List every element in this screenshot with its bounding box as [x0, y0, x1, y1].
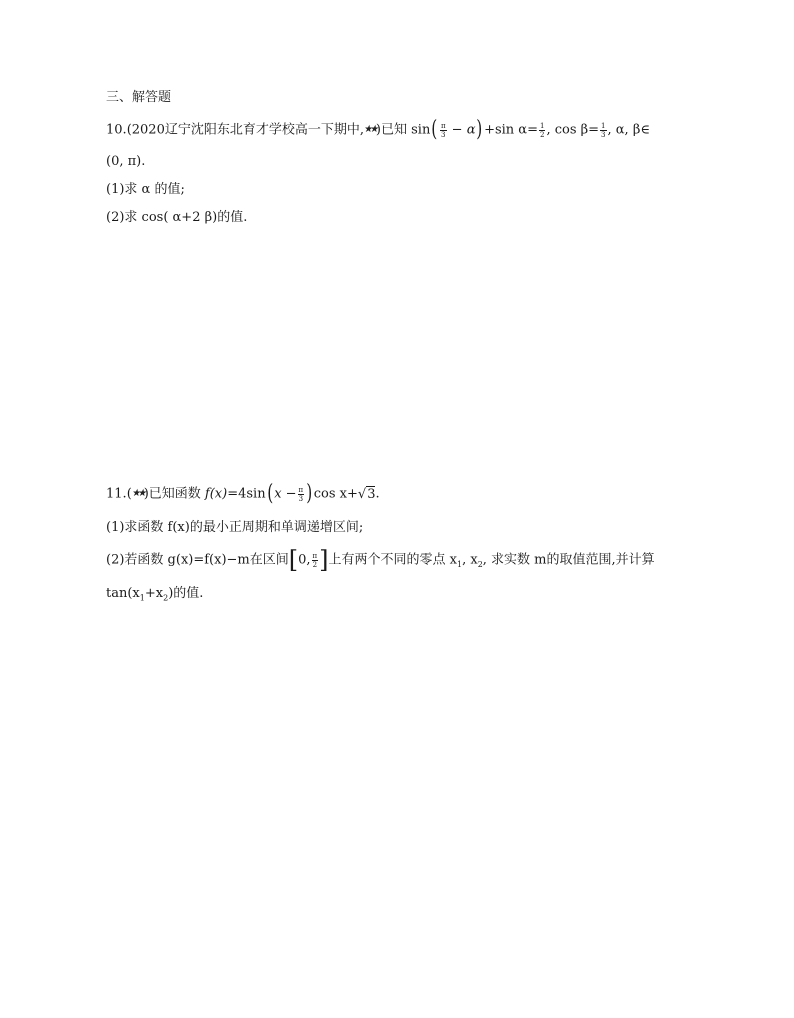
question-11-stem: 11.(★★)已知函数 f(x)=4sin(x − $\frac{\pi}{3}$ )cos x+√3.: [106, 481, 380, 506]
section-heading: 三、解答题: [106, 90, 172, 105]
left-bracket: [: [288, 546, 299, 574]
right-paren: ): [476, 117, 483, 142]
question-10-stem: 10.(2020辽宁沈阳东北育才学校高一下期中,★★)已知 sin( $\frac{\pi}{3}$ − α)+sin α= $\frac{1}{2}$ , cos β= $\frac{1}{3}$ , α, β∈: [106, 117, 650, 142]
question-source: (2020辽宁沈阳东北育才学校高一下期中,: [126, 122, 364, 138]
question-number: 10.: [106, 122, 127, 138]
fraction-one-third: $\frac{1}{3}$: [601, 121, 606, 139]
fraction-pi-over-3: $\frac{\pi}{3}$: [440, 121, 446, 139]
difficulty-stars-icon: ★★: [363, 124, 377, 135]
fraction-pi-over-2: $\frac{\pi}{2}$: [312, 551, 318, 569]
fraction-one-half: $\frac{1}{2}$: [539, 121, 545, 139]
question-10-part-1: (1)求 α 的值;: [106, 182, 185, 197]
difficulty-stars-icon: ★★: [130, 488, 145, 499]
right-paren: ): [306, 481, 313, 506]
left-paren: (: [431, 117, 438, 142]
question-11-part-2: (2)若函数 g(x)=f(x)−m在区间[0, $\frac{\pi}{2}$ ]上有两个不同的零点 $x_1$, $x_2$, 求实数 m的取值范围,并计算: [106, 546, 655, 574]
question-10-part-2: (2)求 cos( α+2 β)的值.: [106, 210, 248, 225]
question-number: 11.: [106, 486, 127, 502]
question-10-interval: (0, π).: [106, 154, 146, 169]
sqrt-icon: √3: [357, 486, 376, 502]
right-bracket: ]: [319, 546, 329, 574]
left-paren: (: [266, 481, 273, 506]
fraction-pi-over-3: $\frac{\pi}{3}$: [298, 485, 304, 503]
question-11-part-2-continued: $\tan(x_1+x_2)$的值.: [106, 586, 204, 603]
question-11-part-1: (1)求函数 f(x)的最小正周期和单调递增区间;: [106, 520, 364, 535]
